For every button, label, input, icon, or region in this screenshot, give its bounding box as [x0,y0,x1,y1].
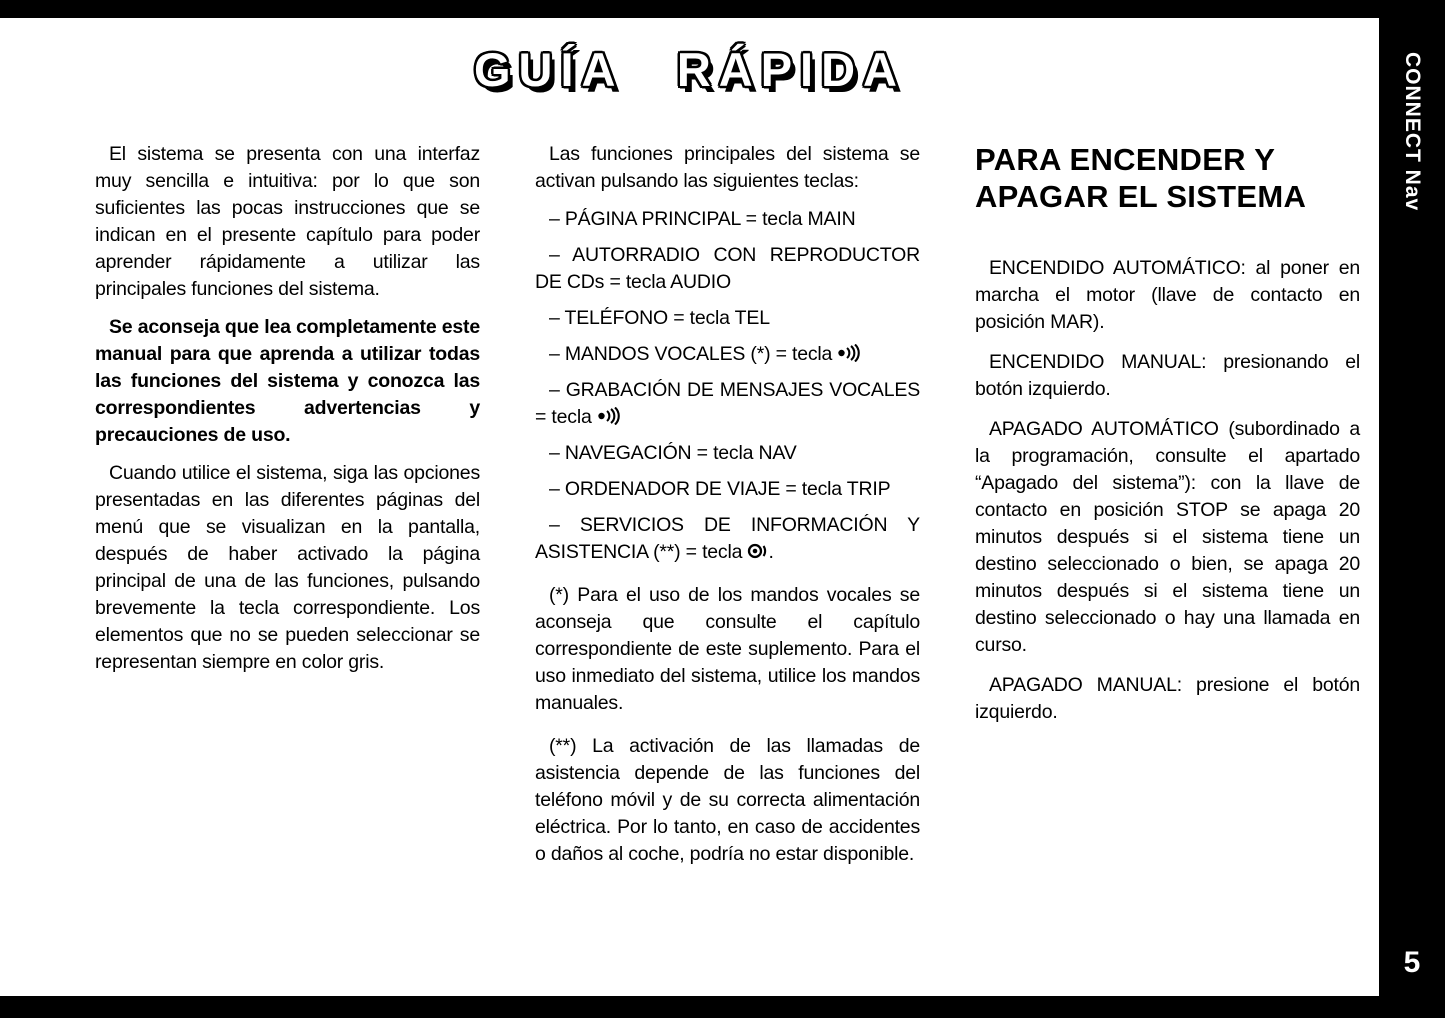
function-key-item [535,377,920,431]
paragraph-auto-on: ENCENDIDO AUTOMÁTICO: al poner en marcha el motor (llave de contacto en posición MAR). [975,257,1360,333]
bottom-rule [0,996,1445,1018]
paragraph: Cuando utilice el sistema, siga las opciones presentadas en las diferentes páginas del menú que se visualizan en la pantalla, después de haber activado la página principal de una de las funciones, pulsando brevemente la tecla correspondiente. Los elementos que no se pueden seleccionar se representan siempre en color gris. [95,462,480,673]
item-text: – SERVICIOS DE INFORMACIÓN Y ASISTENCIA (**) = tecla [535,514,920,563]
function-key-item [535,341,920,368]
item-text: – MANDOS VOCALES (*) = tecla [549,343,838,365]
paragraph-manual-on: ENCENDIDO MANUAL: presionando el botón izquierdo. [975,351,1360,400]
text-columns [95,141,1379,879]
item-text: – GRABACIÓN DE MENSAJES VOCALES = tecla [535,379,920,428]
footnote-voice: (*) Para el uso de los mandos vocales se aconseja que consulte el capítulo correspondiente de este suplemento. Para el uso inmediato del sistema, utilice los mandos manuales. [535,584,920,714]
item-text: – AUTORRADIO CON REPRODUCTOR DE CDs = tecla AUDIO [535,244,920,293]
function-key-item [535,206,920,233]
page-number: 5 [1403,946,1421,979]
paragraph-bold-advice: Se aconseja que lea completamente este manual para que aprenda a utilizar todas las funciones del sistema y conozca las correspondientes advertencias y precauciones de uso. [95,316,480,446]
chapter-tab-label: CONNECT Nav [1401,52,1424,212]
function-key-item [535,476,920,503]
section-heading: PARA ENCENDER Y APAGAR EL SISTEMA [975,142,1307,214]
paragraph-manual-off: APAGADO MANUAL: presione el botón izquierdo. [975,674,1360,723]
function-key-item [535,305,920,332]
item-text: – TELÉFONO = tecla TEL [549,307,770,329]
top-rule [0,0,1445,18]
voice-command-icon [837,344,861,362]
chapter-side-tab [1379,0,1445,1018]
function-key-item [535,512,920,566]
paragraph: El sistema se presenta con una interfaz muy sencilla e intuitiva: por lo que son suficientes las pocas instrucciones que se indican en el presente capítulo para poder aprender rápidamente a utilizar las principales funciones del sistema. [95,143,480,300]
voice-command-icon [597,407,621,425]
column-1 [95,141,480,879]
column-2 [535,141,920,879]
item-text: – NAVEGACIÓN = tecla NAV [549,442,797,464]
functions-intro: Las funciones principales del sistema se activan pulsando las siguientes teclas: [535,143,920,192]
item-text: – ORDENADOR DE VIAJE = tecla TRIP [549,478,891,500]
function-key-item [535,440,920,467]
item-text: – PÁGINA PRINCIPAL = tecla MAIN [549,208,856,230]
page-title: GUÍA RÁPIDA [474,43,905,96]
function-key-item [535,242,920,296]
column-3 [975,141,1360,879]
paragraph-auto-off: APAGADO AUTOMÁTICO (subordinado a la programación, consulte el apartado “Apagado del sistema”): con la llave de contacto en posición STOP se apaga 20 minutos después si el sistema tiene un destino seleccionado o bien, se apaga 20 minutos después si el sistema tiene un destino seleccionado o hay una llamada en curso. [975,418,1360,656]
footnote-assistance: (**) La activación de las llamadas de asistencia depende de las funciones del teléfono móvil y de su correcta alimentación eléctrica. Por lo tanto, en caso de accidentes o daños al coche, podría no estar disponible. [535,735,920,865]
item-suffix: . [768,541,774,563]
connect-services-icon [747,542,768,560]
page-content [0,18,1379,996]
